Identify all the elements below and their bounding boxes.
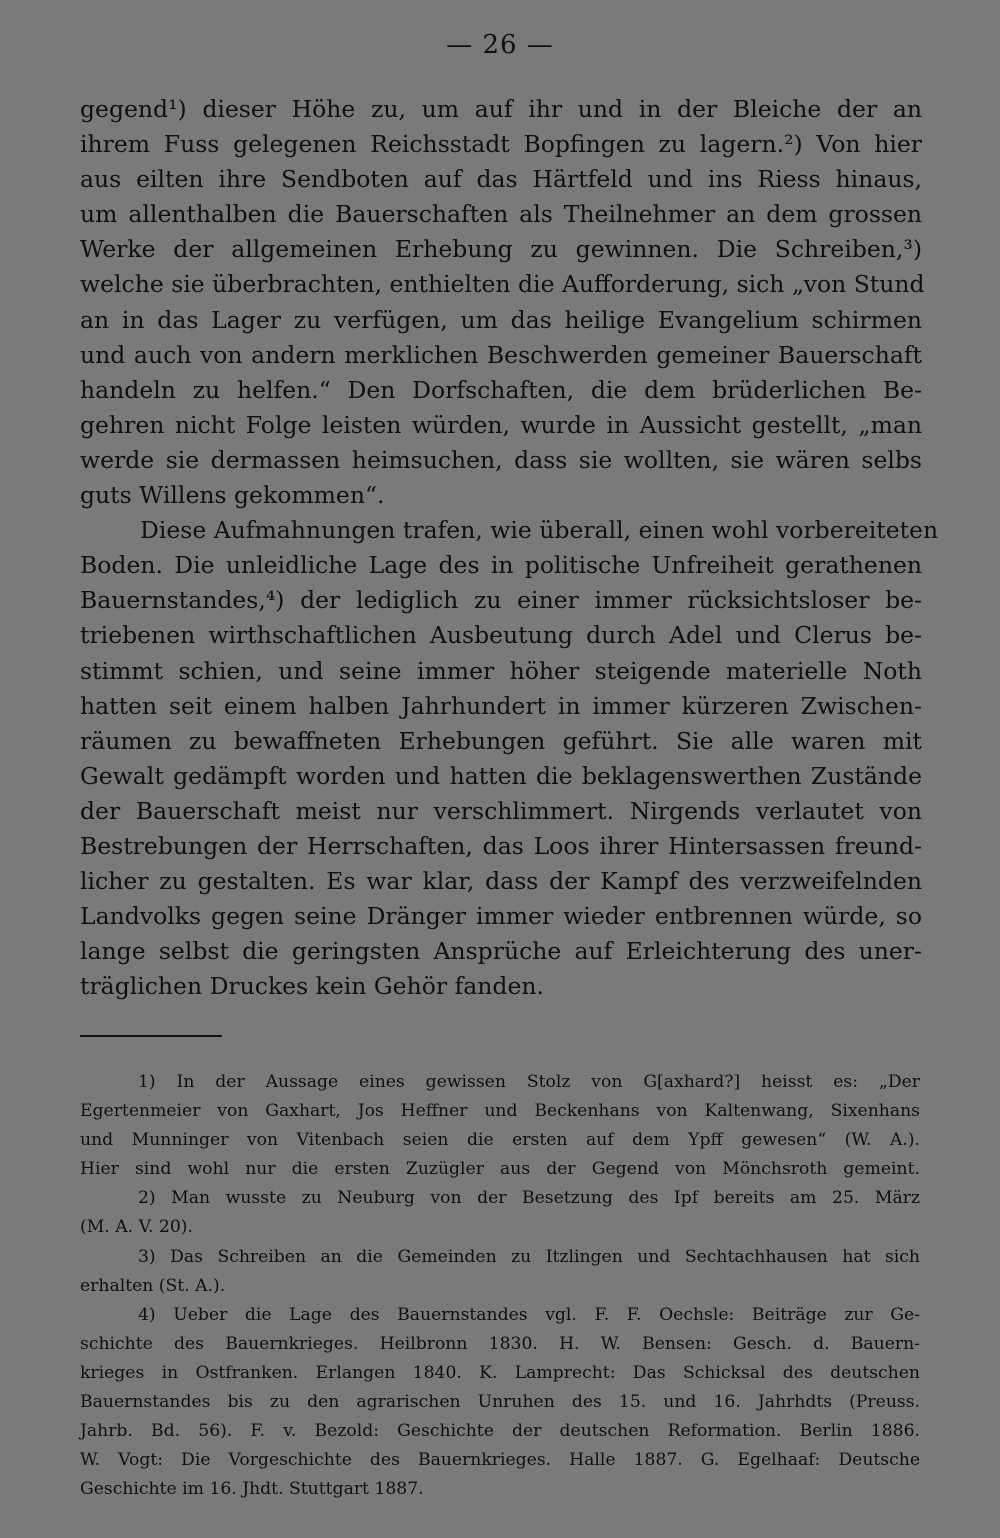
paragraph-start-line: Diese Aufmahnungen trafen, wie überall, einen wohl vorbereiteten: [140, 516, 939, 545]
footnote-line: Egertenmeier von Gaxhart, Jos Heffner und Beckenhans von Kaltenwang, Sixenhans: [80, 1101, 920, 1122]
text-line: Landvolks gegen seine Dränger immer wieder entbrennen würde, so: [80, 902, 922, 931]
footnote-separator: [80, 1035, 222, 1037]
page-number: — 26 —: [446, 30, 554, 60]
text-line: werde sie dermassen heimsuchen, dass sie wollten, sie wären selbs: [80, 445, 922, 474]
footnote-line: schichte des Bauernkrieges. Heilbronn 1830. H. W. Bensen: Gesch. d. Bauern-: [80, 1333, 920, 1354]
text-line: der Bauerschaft meist nur verschlimmert. Nirgends verlautet von: [80, 796, 922, 825]
footnote-1-start: 1) In der Aussage eines gewissen Stolz von G[axhard?] heisst es: „Der: [138, 1072, 920, 1092]
footnote-line: (M. A. V. 20).: [80, 1217, 193, 1238]
footnote-line: Hier sind wohl nur die ersten Zuzügler aus der Gegend von Mönchsroth gemeint.: [80, 1159, 920, 1180]
footnote-line: Jahrb. Bd. 56). F. v. Bezold: Geschichte der deutschen Reformation. Berlin 1886.: [80, 1421, 920, 1442]
text-line: licher zu gestalten. Es war klar, dass der Kampf des verzweifelnden: [80, 867, 922, 896]
text-line: welche sie überbrachten, enthielten die Aufforderung, sich „von Stund: [80, 270, 925, 299]
text-line: gehren nicht Folge leisten würden, wurde in Aussicht gestellt, „man: [80, 410, 922, 439]
footnote-2-start: 2) Man wusste zu Neuburg von der Besetzung des Ipf bereits am 25. März: [138, 1188, 920, 1209]
text-line: guts Willens gekommen“.: [80, 481, 385, 510]
text-line: um allenthalben die Bauerschaften als Theilnehmer an dem grossen: [80, 200, 922, 229]
footnote-line: und Munninger von Vitenbach seien die ersten auf dem Ypff gewesen“ (W. A.).: [80, 1130, 920, 1151]
footnote-line: W. Vogt: Die Vorgeschichte des Bauernkrieges. Halle 1887. G. Egelhaaf: Deutsche: [80, 1450, 920, 1471]
text-line: triebenen wirthschaftlichen Ausbeutung durch Adel und Clerus be-: [80, 621, 922, 650]
footnote-line: erhalten (St. A.).: [80, 1275, 226, 1296]
text-line: gegend¹) dieser Höhe zu, um auf ihr und in der Bleiche der an: [80, 95, 922, 123]
text-line: an in das Lager zu verfügen, um das heilige Evangelium schirmen: [80, 305, 922, 334]
footnote-line: Bauernstandes bis zu den agrarischen Unruhen des 15. und 16. Jahrhdts (Preuss.: [80, 1392, 920, 1413]
text-line: träglichen Druckes kein Gehör fanden.: [80, 972, 544, 1001]
main-text: [80, 92, 939, 1004]
text-line: und auch von andern merklichen Beschwerden gemeiner Bauerschaft: [80, 340, 922, 369]
text-line: Bauernstandes,⁴) der lediglich zu einer immer rücksichtsloser be-: [80, 586, 922, 615]
footnote-line: Geschichte im 16. Jhdt. Stuttgart 1887.: [80, 1479, 424, 1500]
text-line: aus eilten ihre Sendboten auf das Härtfeld und ins Riess hinaus,: [80, 165, 922, 194]
text-line: Werke der allgemeinen Erhebung zu gewinnen. Die Schreiben,³): [80, 235, 922, 264]
footnotes: [80, 1068, 920, 1504]
text-line: stimmt schien, und seine immer höher steigende materielle Noth: [80, 656, 922, 685]
footnote-4-start: 4) Ueber die Lage des Bauernstandes vgl. F. F. Oechsle: Beiträge zur Ge-: [138, 1304, 920, 1325]
text-line: räumen zu bewaffneten Erhebungen geführt. Sie alle waren mit: [80, 726, 922, 755]
text-line: hatten seit einem halben Jahrhundert in immer kürzeren Zwischen-: [80, 691, 922, 720]
text-line: Bestrebungen der Herrschaften, das Loos ihrer Hintersassen freund-: [80, 831, 922, 860]
footnote-line: krieges in Ostfranken. Erlangen 1840. K. Lamprecht: Das Schicksal des deutschen: [80, 1362, 920, 1383]
text-line: Boden. Die unleidliche Lage des in politische Unfreiheit gerathenen: [80, 551, 922, 580]
text-line: ihrem Fuss gelegenen Reichsstadt Bopfingen zu lagern.²) Von hier: [80, 130, 922, 159]
footnote-3-start: 3) Das Schreiben an die Gemeinden zu Itzlingen und Sechtachhausen hat sich: [138, 1246, 920, 1267]
text-line: handeln zu helfen.“ Den Dorfschaften, die dem brüderlichen Be-: [80, 375, 922, 404]
text-line: Gewalt gedämpft worden und hatten die beklagenswerthen Zustände: [80, 761, 922, 790]
text-line: lange selbst die geringsten Ansprüche auf Erleichterung des uner-: [80, 937, 922, 966]
